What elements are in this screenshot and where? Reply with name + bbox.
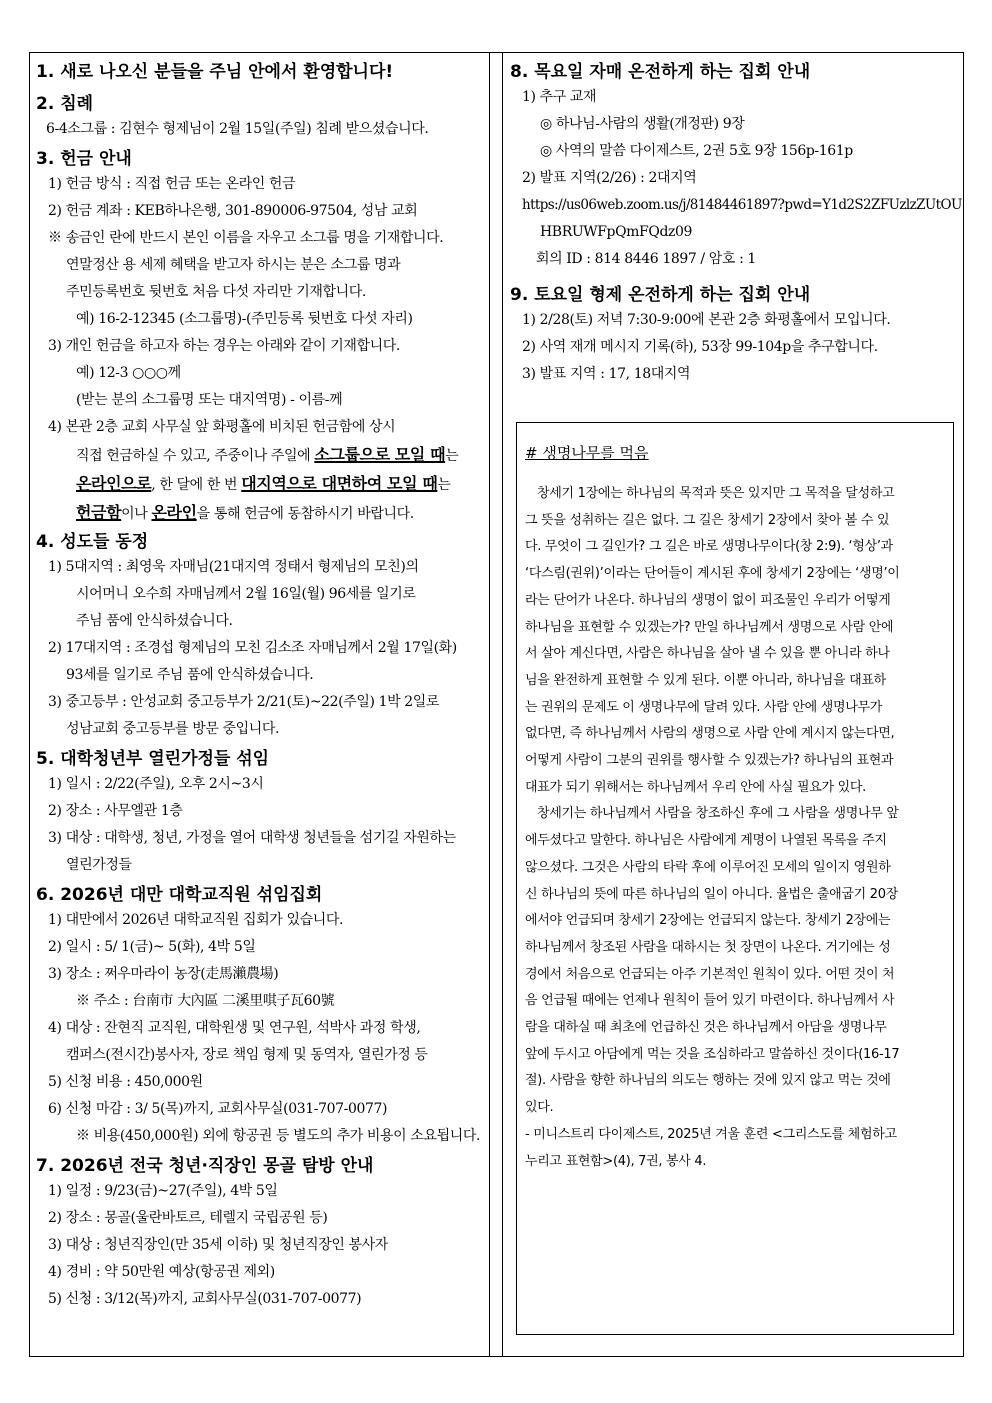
offering-box-line-2: 직접 헌금하실 수 있고, 주중이나 주일에 소그룹으로 모일 때는 (76, 445, 459, 464)
meditation-box (516, 422, 954, 1335)
meditation-line: ‘다스림(권위)’이라는 단어들이 계시된 후에 창세기 2장에는 ‘생명’이 (525, 566, 900, 582)
taiwan-line-2: 2) 일시 : 5/ 1(금)~ 5(화), 4박 5일 (48, 939, 256, 955)
offering-note-2: 연말정산 용 세제 혜택을 받고자 하시는 분은 소그룹 명과 (66, 257, 401, 273)
meditation-line: 없다면, 즉 하나님께서 사람의 생명으로 사람 안에 계시지 않는다면, (525, 726, 895, 742)
meditation-line: 에서야 언급되며 창세기 2장에는 언급되지 않는다. 창세기 2장에는 (525, 913, 891, 929)
taiwan-line-7: 5) 신청 비용 : 450,000원 (48, 1074, 203, 1090)
meditation-line: 라는 단어가 나온다. 하나님의 생명이 없이 피조물인 우리가 어떻게 (525, 592, 891, 608)
meditation-line: 하나님을 표현할 수 있겠는가? 만일 하나님께서 생명으로 사람 안에 (525, 619, 894, 635)
right-column (510, 56, 962, 388)
section-8-title: 8. 목요일 자매 온전하게 하는 집회 안내 (510, 62, 811, 82)
taiwan-line-5: 4) 대상 : 잔현직 교직원, 대학원생 및 연구원, 석박사 과정 학생, (48, 1020, 421, 1036)
meditation-line: 창세기는 하나님께서 사람을 창조하신 후에 그 사람을 생명나무 앞 (537, 806, 899, 822)
news-line-7: 성남교회 중고등부를 방문 중입니다. (66, 721, 280, 737)
meditation-line: 앞에 두시고 아담에게 먹는 것을 조심하라고 말씀하신 것이다(16-17 (525, 1046, 900, 1062)
zoom-meeting-id: 회의 ID : 814 8446 1897 / 암호 : 1 (536, 251, 756, 267)
offering-box-line-4: 헌금함이나 온라인을 통해 헌금에 동참하시기 바랍니다. (76, 503, 414, 522)
zoom-link-2[interactable]: HBRUWFpQmFQdz09 (540, 224, 692, 240)
section-6-title: 6. 2026년 대만 대학교직원 섞임집회 (36, 885, 323, 905)
meditation-line: 대표가 되기 위해서는 하나님께서 우리 안에 사실 필요가 있다. (525, 779, 866, 795)
meditation-line: 하나님께서 창조된 사람을 대하시는 첫 장면이 나온다. 거기에는 성 (525, 939, 891, 955)
sisters-region: 2) 발표 지역(2/26) : 2대지역 (522, 170, 697, 186)
news-line-3: 주님 품에 안식하셨습니다. (76, 613, 233, 629)
zoom-link-1[interactable]: https://us06web.zoom.us/j/81484461897?pwd=Y1d2S2ZFUzlzZUtOU (522, 197, 962, 213)
news-line-2: 시어머니 오수희 자매님께서 2월 16일(월) 96세를 일기로 (76, 586, 416, 602)
taiwan-line-6: 캠퍼스(전시간)봉사자, 장로 책임 형제 및 동역자, 열린가정 등 (66, 1047, 428, 1063)
youth-target-1: 3) 대상 : 대학생, 청년, 가정을 열어 대학생 청년들을 섬기길 자원하는 (48, 830, 456, 846)
section-3-title: 3. 헌금 안내 (36, 149, 132, 169)
sisters-material-2: ◎ 사역의 말씀 다이제스트, 2권 5호 9장 156p-161p (540, 143, 853, 159)
news-line-5: 93세를 일기로 주님 품에 안식하셨습니다. (66, 667, 314, 683)
youth-place: 2) 장소 : 사무엘관 1층 (48, 803, 183, 819)
meditation-title: # 생명나무를 먹음 (525, 444, 649, 462)
left-column (36, 56, 486, 1313)
meditation-line: 어떻게 사람이 그분의 권위를 행사할 수 있겠는가? 하나님의 표현과 (525, 753, 894, 769)
news-line-1: 1) 5대지역 : 최영욱 자매님(21대지역 정태서 형제님의 모친)의 (48, 559, 419, 575)
meditation-line: 다. 무엇이 그 길인가? 그 길은 바로 생명나무이다(창 2:9). ‘형상’과 (525, 539, 893, 555)
meditation-line: 서 살아 계신다면, 사람은 하나님을 살아 낼 수 있을 뿐 아니라 하나 (525, 646, 890, 662)
mongol-line-4: 4) 경비 : 약 50만원 예상(항공권 제외) (48, 1264, 275, 1280)
section-2-title: 2. 침례 (36, 94, 94, 114)
meditation-line: 않으셨다. 그것은 사람의 타락 후에 이루어진 모세의 일이지 영원하 (525, 859, 891, 875)
offering-personal: 3) 개인 헌금을 하고자 하는 경우는 아래와 같이 기재합니다. (48, 338, 400, 354)
brothers-line-3: 3) 발표 지역 : 17, 18대지역 (522, 366, 691, 382)
section-5-title: 5. 대학청년부 열린가정들 섞임 (36, 749, 270, 769)
taiwan-line-8: 6) 신청 마감 : 3/ 5(목)까지, 교회사무실(031-707-0077) (48, 1101, 388, 1117)
section-9-title: 9. 토요일 형제 온전하게 하는 집회 안내 (510, 285, 811, 305)
section-1-title: 1. 새로 나오신 분들을 주님 안에서 환영합니다! (36, 62, 394, 82)
baptism-line: 6-4소그룹 : 김현수 형제님이 2월 15일(주일) 침례 받으셨습니다. (46, 121, 429, 137)
section-4-title: 4. 성도들 동정 (36, 532, 149, 552)
offering-example-3: (받는 분의 소그룹명 또는 대지역명) - 이름-께 (76, 392, 343, 408)
taiwan-line-9: ※ 비용(450,000원) 외에 항공권 등 별도의 추가 비용이 소요됩니다. (76, 1128, 480, 1144)
meditation-line: 경에서 처음으로 언급되는 아주 기본적인 원칙이 있다. 어떤 것이 처 (525, 966, 895, 982)
youth-time: 1) 일시 : 2/22(주일), 오후 2시~3시 (48, 776, 264, 792)
brothers-line-1: 1) 2/28(토) 저녁 7:30-9:00에 본관 2층 화평홀에서 모입니다. (522, 312, 891, 328)
mongol-line-2: 2) 장소 : 몽골(울란바토르, 테렐지 국립공원 등) (48, 1210, 328, 1226)
section-7-title: 7. 2026년 전국 청년·직장인 몽골 탐방 안내 (36, 1156, 374, 1176)
offering-method: 1) 헌금 방식 : 직접 헌금 또는 온라인 헌금 (48, 176, 296, 192)
meditation-line: 람을 대하실 때 최초에 언급하신 것은 하나님께서 아담을 생명나무 (525, 1020, 887, 1036)
taiwan-line-3: 3) 장소 : 쩌우마라이 농장(走馬瀨農場) (48, 966, 279, 982)
mongol-line-5: 5) 신청 : 3/12(목)까지, 교회사무실(031-707-0077) (48, 1291, 362, 1307)
meditation-source: - 미니스트리 다이제스트, 2025년 겨울 훈련 <그리스도를 체험하고 (525, 1126, 897, 1142)
youth-target-2: 열린가정들 (66, 857, 132, 873)
offering-box-line-1: 4) 본관 2층 교회 사무실 앞 화평홀에 비치된 헌금함에 상시 (48, 419, 396, 435)
offering-box-line-3: 온라인으로, 한 달에 한 번 대지역으로 대면하여 모일 때는 (76, 474, 451, 493)
offering-example-1: 예) 16-2-12345 (소그룹명)-(주민등록 뒷번호 다섯 자리) (76, 311, 413, 327)
offering-account: 2) 헌금 계좌 : KEB하나은행, 301-890006-97504, 성남 교회 (48, 203, 418, 219)
news-line-6: 3) 중고등부 : 안성교회 중고등부가 2/21(토)~22(주일) 1박 2일로 (48, 694, 440, 710)
column-divider (489, 52, 503, 1357)
meditation-line: 신 하나님의 뜻에 따른 하나님의 일이 아니다. 율법은 출애굽기 20장 (525, 886, 898, 902)
meditation-line: 는 권위의 문제도 이 생명나무에 달려 있다. 사람 안에 생명나무가 (525, 699, 883, 715)
mongol-line-1: 1) 일정 : 9/23(금)~27(주일), 4박 5일 (48, 1183, 278, 1199)
meditation-line: 절). 사람을 향한 하나님의 의도는 행하는 것에 있지 않고 먹는 것에 (525, 1073, 891, 1089)
offering-note-3: 주민등록번호 뒷번호 처음 다섯 자리만 기재합니다. (66, 284, 366, 300)
taiwan-line-4: ※ 주소 : 台南市 大內區 二溪里唭子瓦60號 (76, 993, 335, 1009)
sisters-material-label: 1) 추구 교재 (522, 89, 597, 105)
sisters-material-1: ◎ 하나님-사람의 생활(개정판) 9장 (540, 116, 745, 132)
meditation-line: 에두셨다고 말한다. 하나님은 사람에게 계명이 나열된 목록을 주지 (525, 833, 887, 849)
meditation-line: 님을 완전하게 표현할 수 있게 된다. 이뿐 아니라, 하나님을 대표하 (525, 672, 886, 688)
offering-example-2: 예) 12-3 ○○○께 (76, 365, 181, 381)
meditation-line: 그 뜻을 성취하는 길은 없다. 그 길은 창세기 2장에서 찾아 볼 수 있 (525, 512, 890, 528)
mongol-line-3: 3) 대상 : 청년직장인(만 35세 이하) 및 청년직장인 봉사자 (48, 1237, 388, 1253)
brothers-line-2: 2) 사역 재개 메시지 기록(하), 53장 99-104p을 추구합니다. (522, 339, 878, 355)
meditation-line: 음 언급될 때에는 언제나 원칙이 들어 있기 마련이다. 하나님께서 사 (525, 993, 895, 1009)
meditation-line: 있다. (525, 1100, 554, 1116)
meditation-source: 누리고 표현함>(4), 7권, 봉사 4. (525, 1153, 707, 1169)
taiwan-line-1: 1) 대만에서 2026년 대학교직원 집회가 있습니다. (48, 912, 344, 928)
meditation-line: 창세기 1장에는 하나님의 목적과 뜻은 있지만 그 목적을 달성하고 (537, 486, 895, 501)
offering-note-1: ※ 송금인 란에 반드시 본인 이름을 자우고 소그룹 명을 기재합니다. (48, 230, 444, 246)
news-line-4: 2) 17대지역 : 조경섭 형제님의 모친 김소조 자매님께서 2월 17일(화) (48, 640, 457, 656)
